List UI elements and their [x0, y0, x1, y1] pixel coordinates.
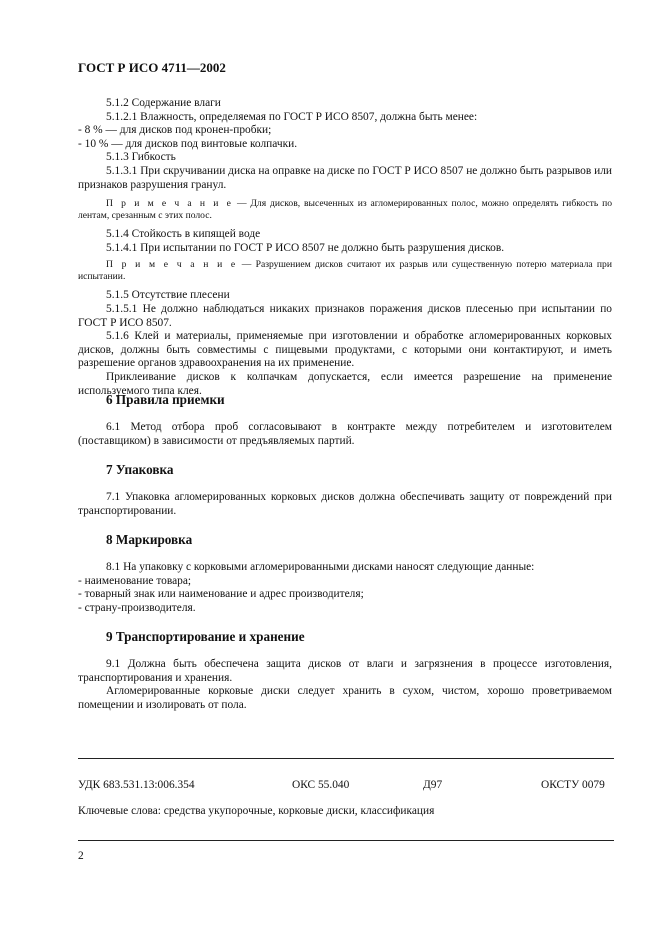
list-item: - страну-производителя. [78, 601, 196, 614]
d-code: Д97 [423, 779, 443, 791]
note-text: — Разрушением дисков считают их разрыв или существенную потерю материала при испытании. [78, 259, 612, 283]
document-header: ГОСТ Р ИСО 4711—2002 [78, 60, 226, 75]
section-8-body [78, 561, 612, 615]
clause-7-1: 7.1 Упаковка агломерированных корковых дисков должна обеспечивать защиту от повреждений при транспортировании. [78, 491, 612, 517]
clause-5-1-6: 5.1.6 Клей и материалы, применяемые при изготовлении и обработке агломерированных корковых дисков, должны быть совместимы с пищевыми продуктами, с которыми они контактируют, и иметь разрешение органов здравоохранения на их применение. [78, 330, 612, 370]
section-5-continuation [78, 97, 612, 398]
oks-code: ОКС 55.040 [292, 779, 350, 791]
section-heading: 8 Маркировка [106, 532, 193, 547]
list-item: - товарный знак или наименование и адрес производителя; [78, 588, 364, 601]
section-9-body [78, 658, 612, 712]
clause-5-1-5-1: 5.1.5.1 Не должно наблюдаться никаких признаков поражения дисков плесенью при испытании по ГОСТ Р ИСО 8507. [78, 302, 612, 329]
section-heading: 7 Упаковка [106, 462, 174, 477]
note-text: — Для дисков, высеченных из агломерированных полос, можно определять гибкость по лентам, срезанным с этих полос. [78, 198, 613, 222]
section-6-body [78, 421, 612, 448]
note-label: П р и м е ч а н и е [106, 198, 234, 210]
note-2 [78, 259, 612, 283]
section-heading: 6 Правила приемки [106, 392, 225, 407]
clause-5-1-5: 5.1.5 Отсутствие плесени [106, 289, 230, 302]
note-label: П р и м е ч а н и е [106, 259, 238, 271]
clause-5-1-4: 5.1.4 Стойкость в кипящей воде [106, 228, 261, 241]
section-8 [78, 533, 612, 547]
footer-bottom-rule [78, 840, 614, 841]
section-7-body [78, 491, 612, 518]
note-1 [78, 198, 612, 222]
udk-code: УДК 683.531.13:006.354 [78, 779, 195, 791]
clause-9-1-b: Агломерированные корковые диски следует хранить в сухом, чистом, хорошо проветриваемом помещении и изолировать от пола. [78, 685, 612, 711]
footer-top-rule [78, 758, 614, 759]
page-number: 2 [78, 850, 84, 862]
clause-5-1-2: 5.1.2 Содержание влаги [106, 97, 221, 109]
clause-5-1-6-b: Приклеивание дисков к колпачкам допускается, если имеется разрешение на применение используемого типа клея. [78, 370, 612, 397]
keywords: Ключевые слова: средства укупорочные, корковые диски, классификация [78, 805, 435, 817]
clause-5-1-3: 5.1.3 Гибкость [106, 151, 176, 164]
clause-5-1-3-1: 5.1.3.1 При скручивании диска на оправке на диске по ГОСТ Р ИСО 8507 не должно быть разрывов или признаков разрушения гранул. [78, 164, 612, 191]
clause-9-1: 9.1 Должна быть обеспечена защита дисков от влаги и загрязнения в процессе изготовления, транспортирования и хранения. [78, 658, 612, 684]
clause-6-1: 6.1 Метод отбора проб согласовывают в контракте между потребителем и изготовителем (поставщиком) в зависимости от предъявляемых партий. [78, 421, 612, 447]
list-item: - 10 % — для дисков под винтовые колпачки. [78, 137, 298, 150]
section-7 [78, 463, 612, 477]
section-9 [78, 630, 612, 644]
clause-5-1-4-1: 5.1.4.1 При испытании по ГОСТ Р ИСО 8507 не должно быть разрушения дисков. [106, 241, 505, 254]
section-heading: 9 Транспортирование и хранение [106, 629, 305, 644]
clause-5-1-2-1: 5.1.2.1 Влажность, определяемая по ГОСТ Р ИСО 8507, должна быть менее: [106, 110, 478, 123]
section-6 [78, 393, 612, 407]
list-item: - 8 % — для дисков под кронен-пробки; [78, 124, 272, 137]
okstu-code: ОКСТУ 0079 [541, 779, 605, 791]
list-item: - наименование товара; [78, 574, 192, 587]
clause-8-1: 8.1 На упаковку с корковыми агломерированными дисками наносят следующие данные: [106, 561, 535, 573]
